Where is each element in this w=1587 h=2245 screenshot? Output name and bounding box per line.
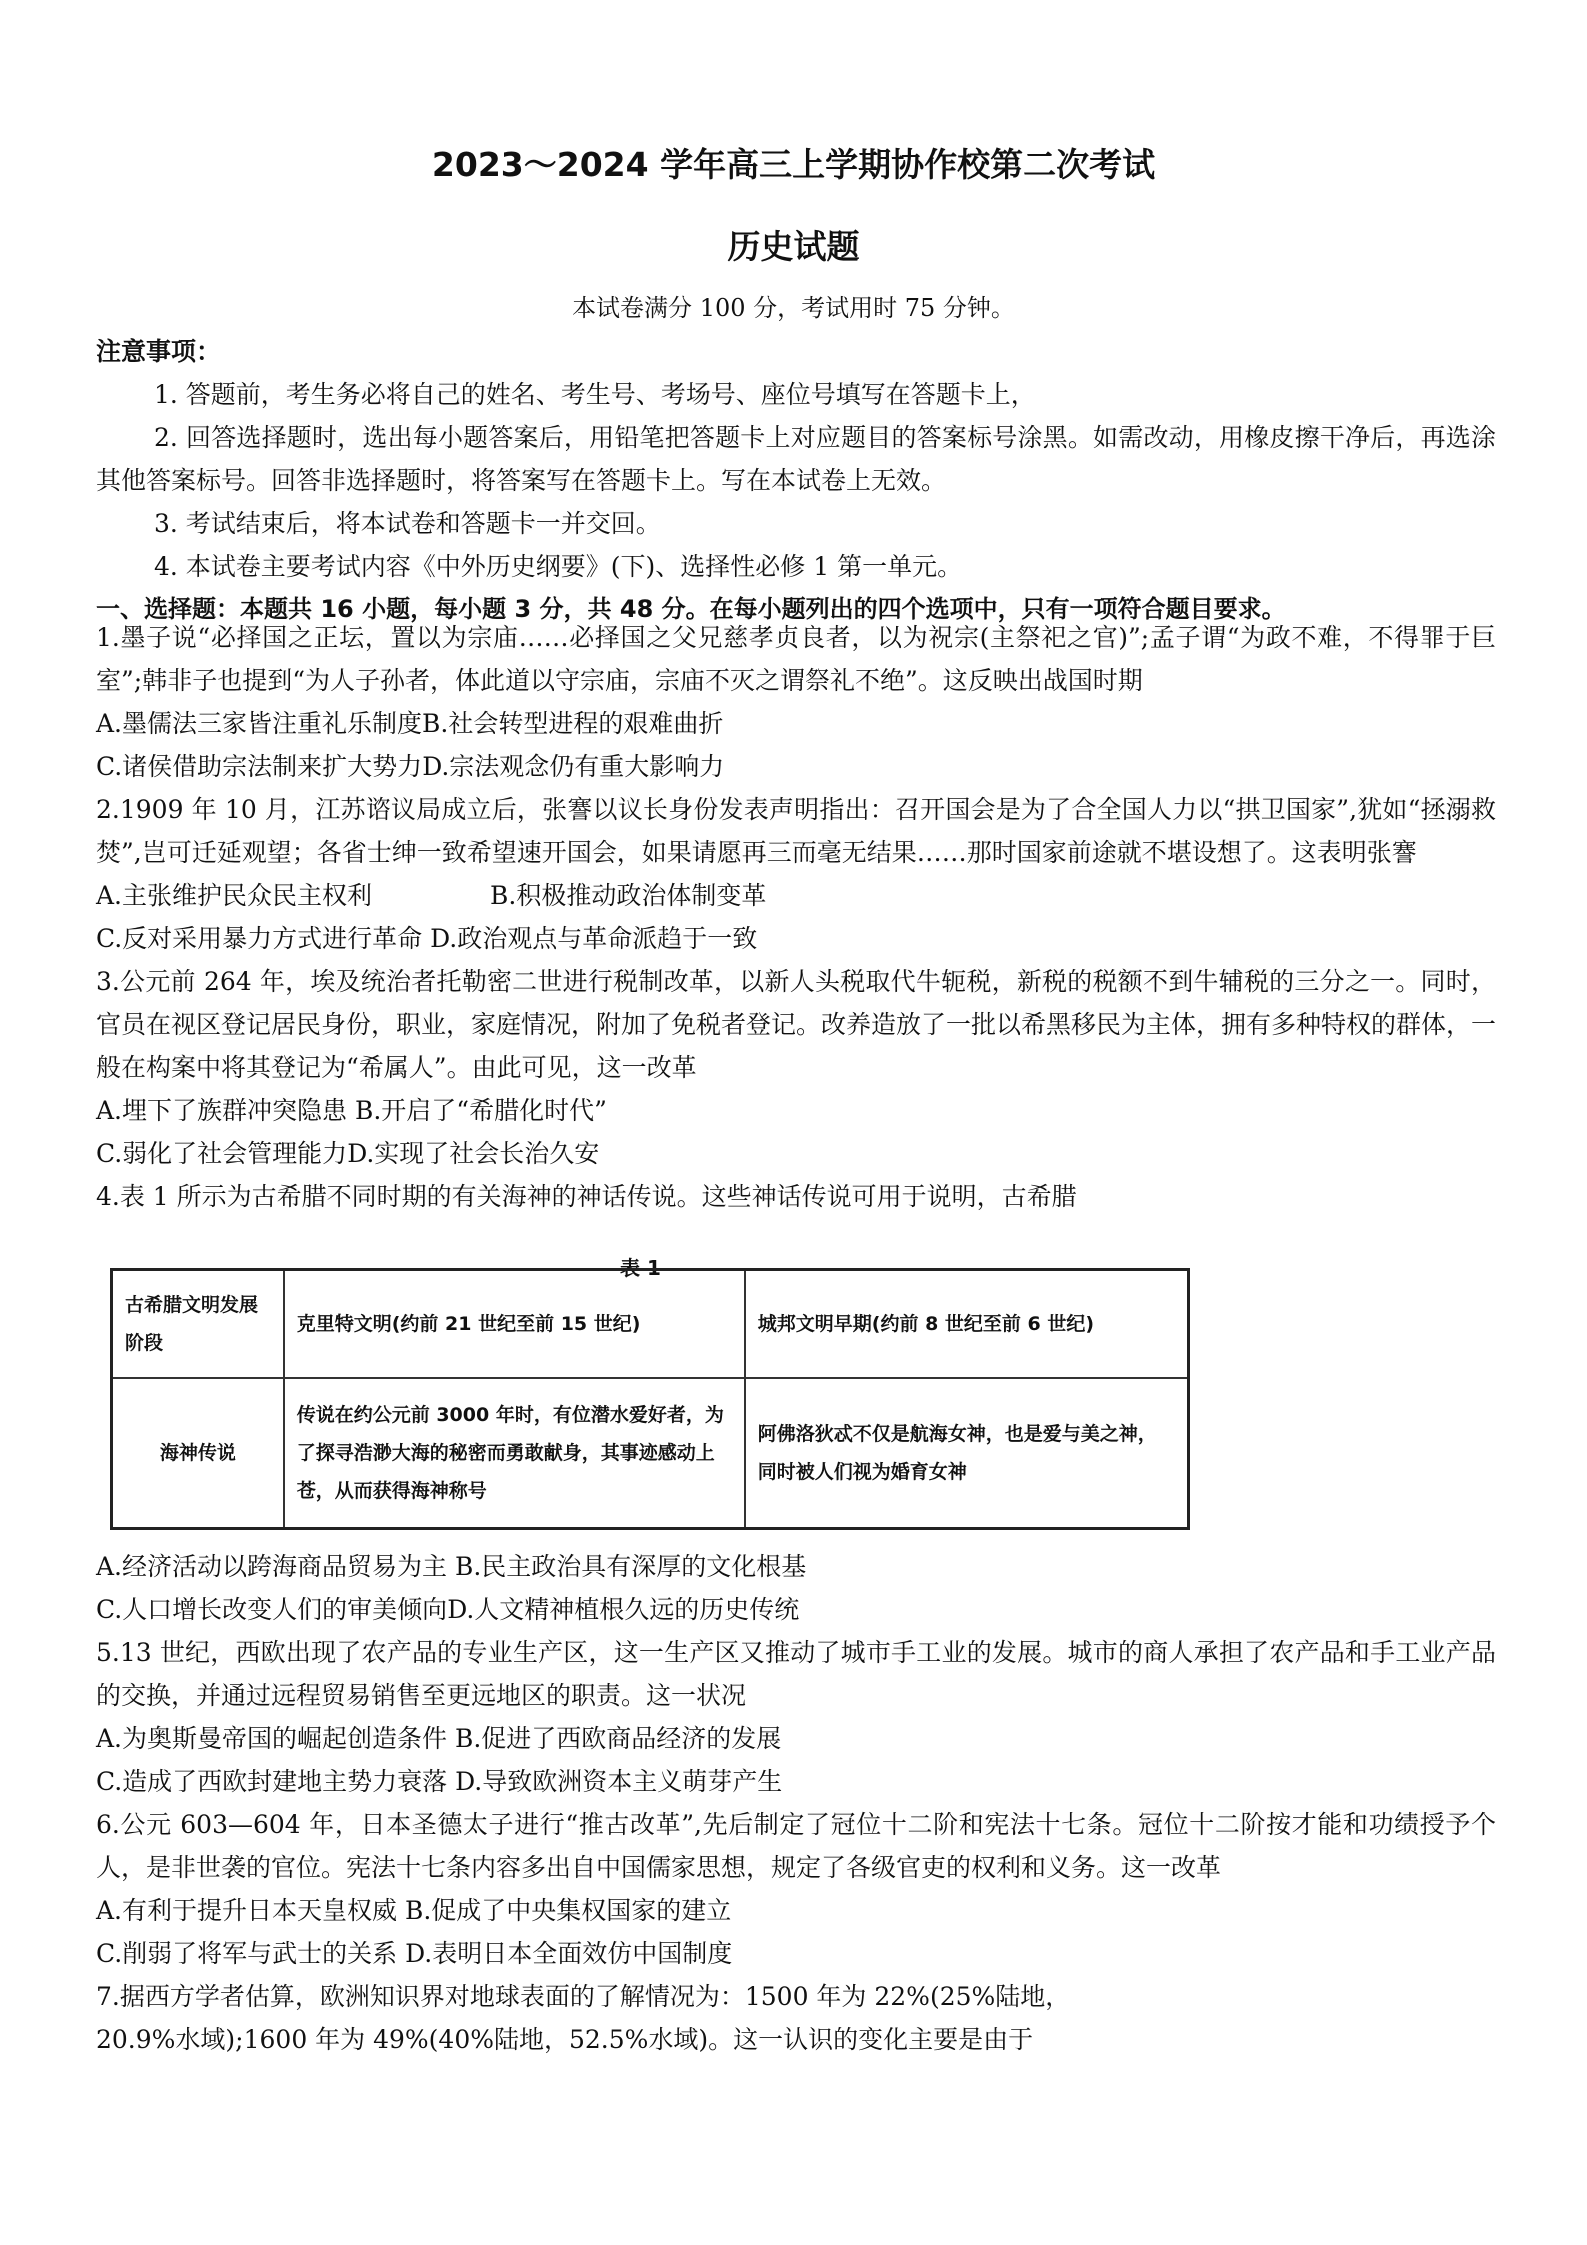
option-b[interactable]: B.促进了西欧商品经济的发展 [454,1724,782,1753]
option-row [96,745,1496,788]
section-heading: 一、选择题：本题共 16 小题，每小题 3 分，共 48 分。在每小题列出的四个选项中，只有一项符合题目要求。 [96,595,1286,623]
question-stem: 3.公元前 264 年，埃及统治者托勒密二世进行税制改革，以新人头税取代牛轭税，新税的税额不到牛辅税的三分之一。同时，官员在视区登记居民身份，职业，家庭情况，附加了免税者登记。改养造放了一批以希黑移民为主体，拥有多种特权的群体，一般在构案中将其登记为“希属人”。由此可见，这一改革 [96,967,1497,1082]
table-header-cell: 城邦文明早期(约前 8 世纪至前 6 世纪) [745,1270,1189,1379]
notice-section [96,330,1496,631]
option-c[interactable]: C.诸侯借助宗法制来扩大势力 [96,752,423,781]
option-a[interactable]: A.有利于提升日本天皇权威 [96,1896,398,1925]
option-c[interactable]: C.削弱了将军与武士的关系 [96,1939,398,1968]
option-c[interactable]: C.反对采用暴力方式进行革命 [96,924,423,953]
question-stem: 4.表 1 所示为古希腊不同时期的有关海神的神话传说。这些神话传说可用于说明，古希腊 [96,1182,1077,1211]
option-row [96,1760,1496,1803]
table-cell: 传说在约公元前 3000 年时，有位潜水爱好者，为了探寻浩渺大海的秘密而勇敢献身，其事迹感动上苍，从而获得海神称号 [284,1378,745,1528]
option-a[interactable]: A.埋下了族群冲突隐患 [96,1096,348,1125]
option-row [96,874,1496,917]
question-stem: 20.9%水域);1600 年为 49%(40%陆地，52.5%水域)。这一认识的变化主要是由于 [96,2025,1034,2054]
option-a[interactable]: A.主张维护民众民主权利 [96,881,373,910]
notice-item: 1. 答题前，考生务必将自己的姓名、考生号、考场号、座位号填写在答题卡上， [154,380,1036,409]
exam-subject: 历史试题 [727,227,860,266]
table-cell: 海神传说 [112,1378,284,1528]
table-header-cell: 克里特文明(约前 21 世纪至前 15 世纪) [284,1270,745,1379]
question-block-4-7 [96,1545,1496,2061]
question-stem: 5.13 世纪，西欧出现了农产品的专业生产区，这一生产区又推动了城市手工业的发展。城市的商人承担了农产品和手工业产品的交换，并通过远程贸易销售至更远地区的职责。这一状况 [96,1638,1496,1710]
notice-heading: 注意事项： [96,337,222,366]
option-row [96,1132,1496,1175]
option-row [96,702,1496,745]
option-row [96,1717,1496,1760]
notice-item: 4. 本试卷主要考试内容《中外历史纲要》(下)、选择性必修 1 第一单元。 [154,552,963,581]
option-d[interactable]: D.人文精神植根久远的历史传统 [447,1595,800,1624]
question-stem: 7.据西方学者估算，欧洲知识界对地球表面的了解情况为：1500 年为 22%(25%陆地， [96,1982,1071,2011]
option-c[interactable]: C.造成了西欧封建地主势力衰落 [96,1767,448,1796]
option-row [96,917,1496,960]
option-d[interactable]: D.导致欧洲资本主义萌芽产生 [455,1767,783,1796]
option-b[interactable]: B.积极推动政治体制变革 [490,881,767,910]
option-d[interactable]: D.政治观点与革命派趋于一致 [430,924,758,953]
option-c[interactable]: C.弱化了社会管理能力 [96,1139,348,1168]
option-a[interactable]: A.为奥斯曼帝国的崛起创造条件 [96,1724,448,1753]
option-row [96,1889,1496,1932]
option-d[interactable]: D.宗法观念仍有重大影响力 [422,752,725,781]
option-row [96,1089,1496,1132]
option-b[interactable]: B.社会转型进程的艰难曲折 [422,709,724,738]
question-block-1-3 [96,616,1496,1218]
option-b[interactable]: B.民主政治具有深厚的文化根基 [454,1552,807,1581]
question-stem: 2.1909 年 10 月，江苏谘议局成立后，张謇以议长身份发表声明指出：召开国会是为了合全国人力以“拱卫国家”,犹如“拯溺救焚”,岂可迁延观望；各省士绅一致希望速开国会，如果请愿再三而毫无结果……那时国家前途就不堪设想了。这表明张謇 [96,795,1496,867]
table-row [112,1378,1189,1528]
exam-info: 本试卷满分 100 分，考试用时 75 分钟。 [572,294,1015,322]
table-caption: 表 1 [620,1256,661,1280]
option-b[interactable]: B.开启了“希腊化时代” [354,1096,607,1125]
notice-item: 3. 考试结束后，将本试卷和答题卡一并交回。 [154,509,661,538]
question-stem: 6.公元 603—604 年，日本圣德太子进行“推古改革”,先后制定了冠位十二阶和宪法十七条。冠位十二阶按才能和功绩授予个人，是非世袭的官位。宪法十七条内容多出自中国儒家思想，规定了各级官吏的权利和义务。这一改革 [96,1810,1496,1882]
table-cell: 阿佛洛狄忒不仅是航海女神，也是爱与美之神，同时被人们视为婚育女神 [745,1378,1189,1528]
option-b[interactable]: B.促成了中央集权国家的建立 [404,1896,732,1925]
option-a[interactable]: A.墨儒法三家皆注重礼乐制度 [96,709,423,738]
table-row [112,1270,1189,1379]
option-row [96,1588,1496,1631]
option-d[interactable]: D.实现了社会长治久安 [347,1139,600,1168]
option-d[interactable]: D.表明日本全面效仿中国制度 [405,1939,733,1968]
exam-title: 2023～2024 学年高三上学期协作校第二次考试 [431,145,1156,184]
option-row [96,1545,1496,1588]
option-row [96,1932,1496,1975]
question-stem: 1.墨子说“必择国之正坛，置以为宗庙……必择国之父兄慈孝贞良者，以为祝宗(主祭祀之官)”;孟子谓“为政不难，不得罪于巨室”;韩非子也提到“为人子孙者，体此道以守宗庙，宗庙不灭之谓祭礼不绝”。这反映出战国时期 [96,623,1496,695]
notice-item: 2. 回答选择题时，选出每小题答案后，用铅笔把答题卡上对应题目的答案标号涂黑。如需改动，用橡皮擦干净后，再选涂其他答案标号。回答非选择题时，将答案写在答题卡上。写在本试卷上无效。 [96,423,1496,495]
option-a[interactable]: A.经济活动以跨海商品贸易为主 [96,1552,448,1581]
option-c[interactable]: C.人口增长改变人们的审美倾向 [96,1595,448,1624]
sea-god-table [110,1268,1190,1530]
table-header-cell: 古希腊文明发展阶段 [112,1270,284,1379]
